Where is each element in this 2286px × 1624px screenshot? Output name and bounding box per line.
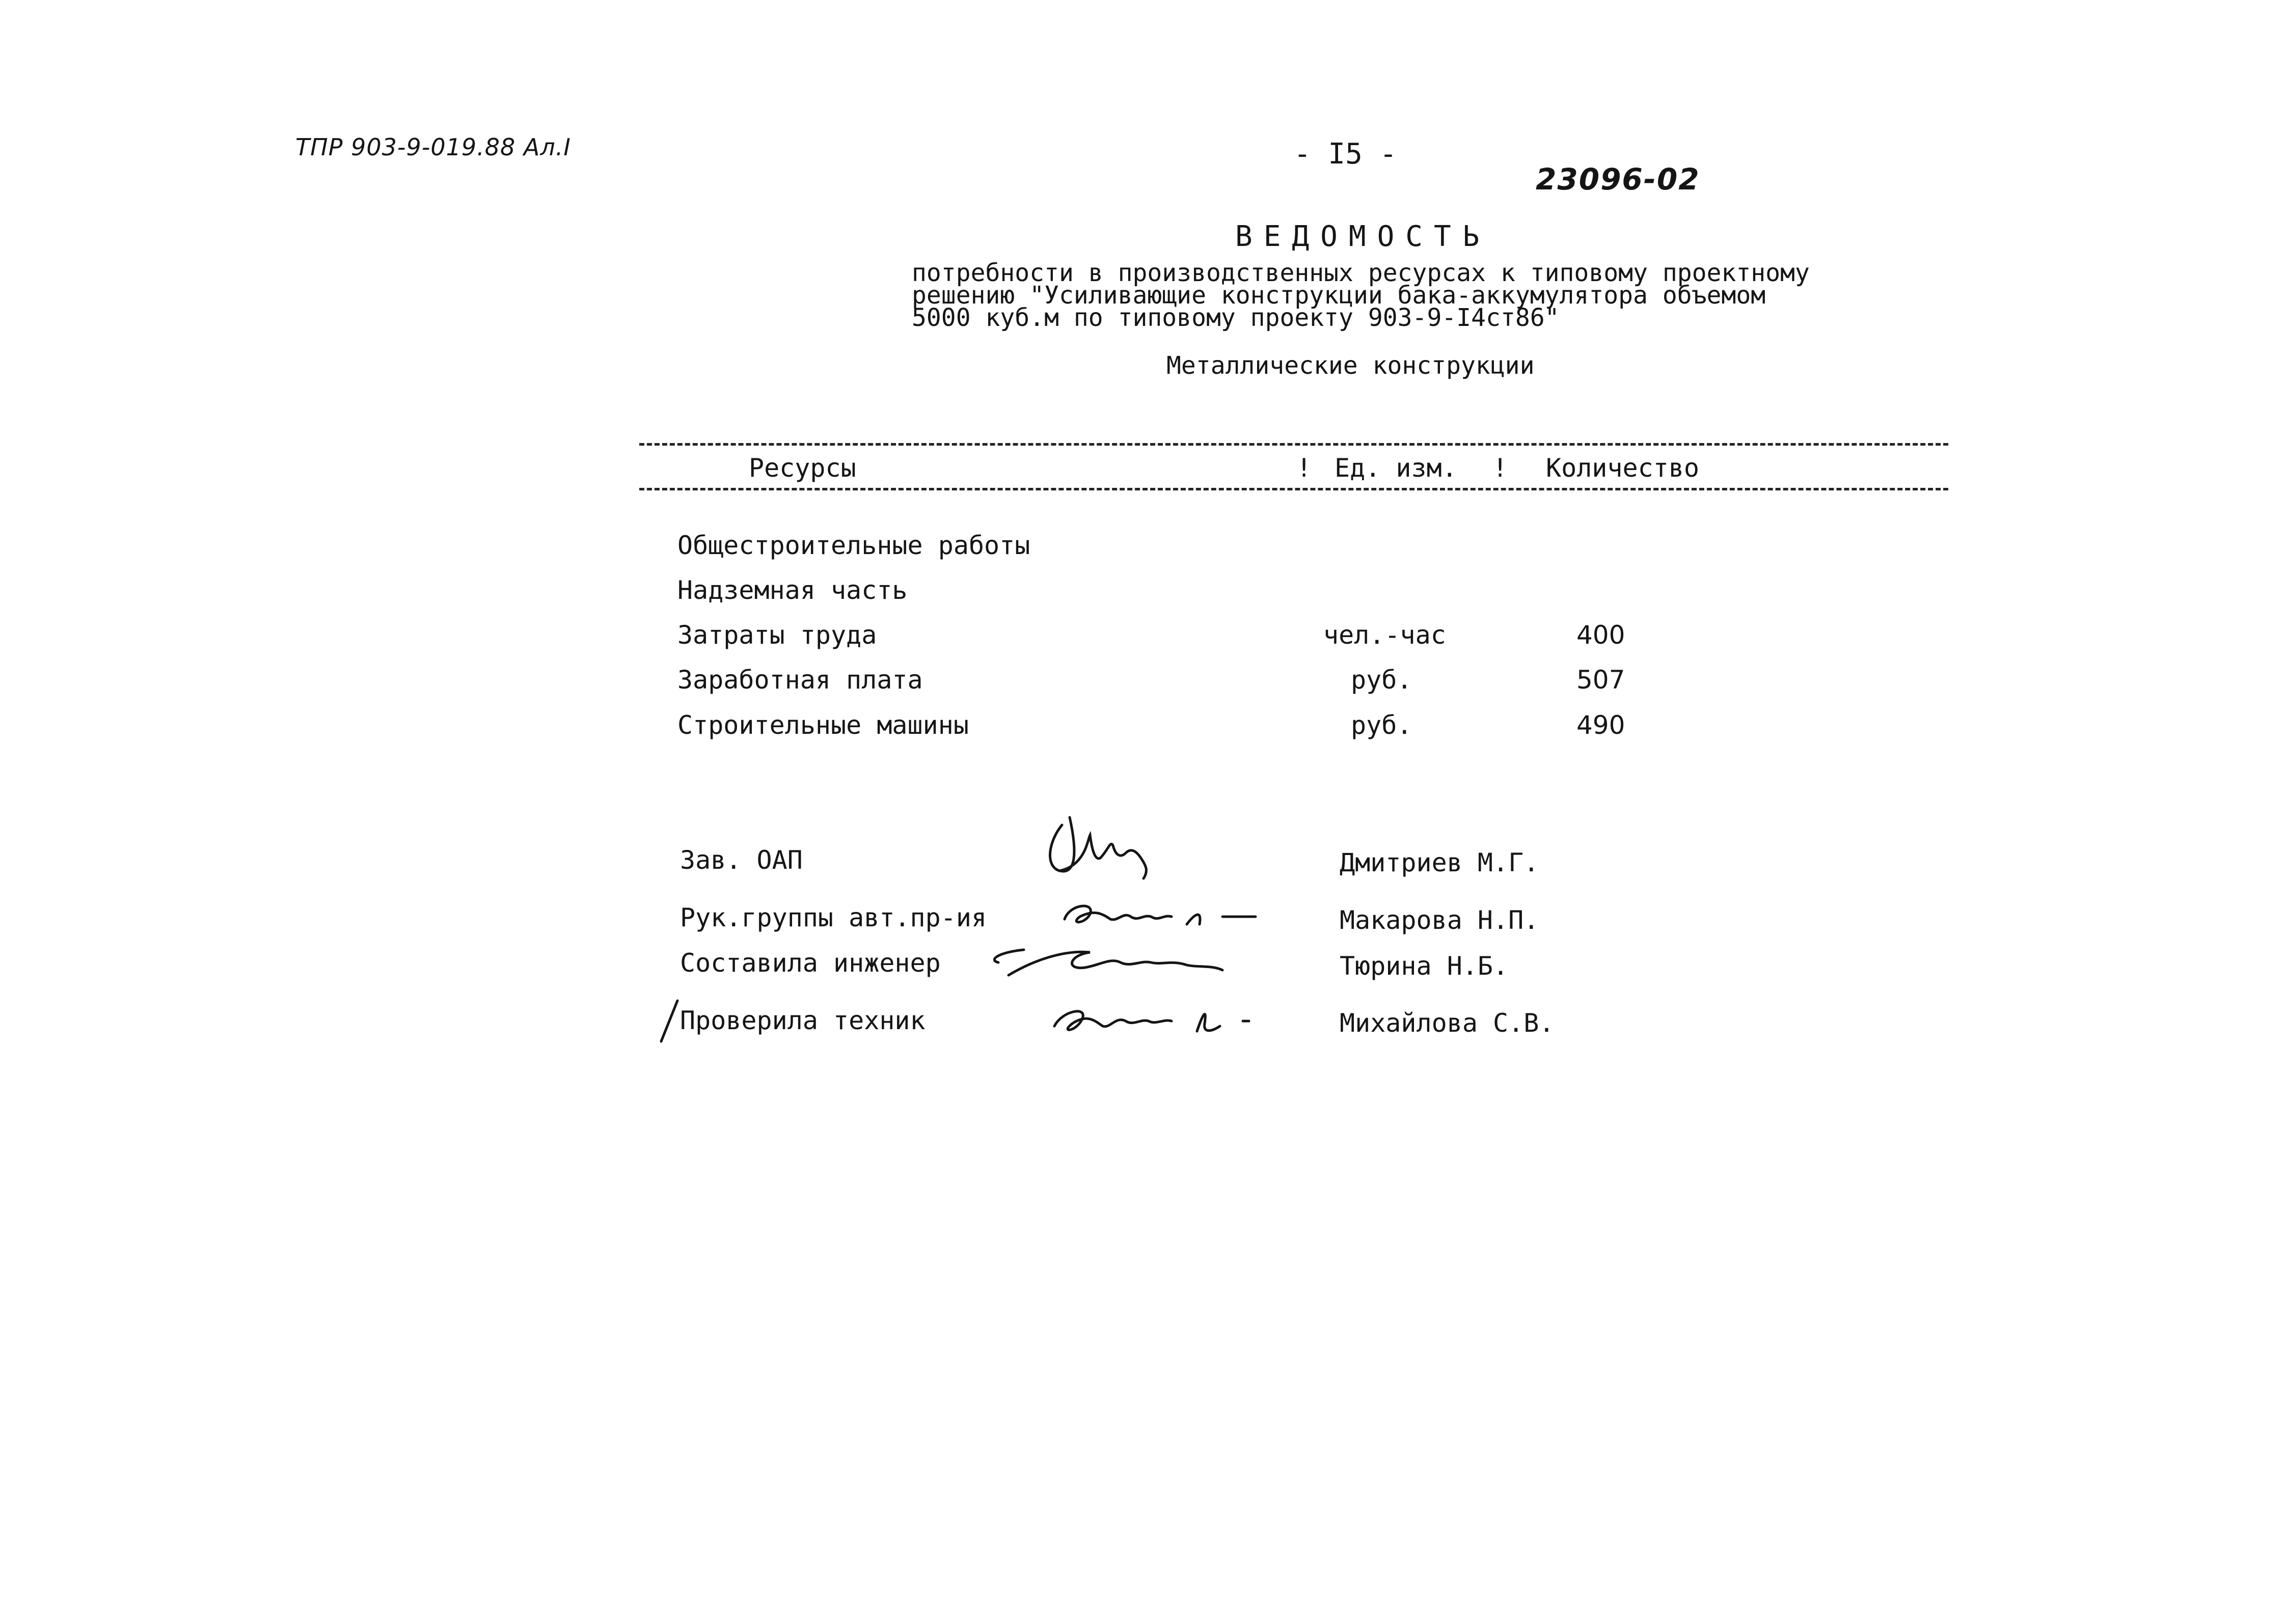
subtitle-line-2: решению "Усиливающие конструкции бака-аккумулятора объемом <box>912 281 1766 310</box>
table-cell-quantity: 400 <box>1576 620 1625 650</box>
table-header-rule <box>639 488 1948 490</box>
document-title: ВЕДОМОСТЬ <box>1235 220 1491 253</box>
signature-role: Составила инженер <box>680 948 941 978</box>
signature-mark <box>1044 996 1278 1047</box>
table-cell-quantity: 490 <box>1576 710 1625 740</box>
table-top-rule <box>639 443 1948 446</box>
column-header-unit: Ед. изм. <box>1335 453 1457 483</box>
signatory-name: Тюрина Н.Б. <box>1340 951 1509 981</box>
column-separator: ! <box>1296 453 1312 483</box>
signatory-name: Дмитриев М.Г. <box>1340 848 1539 877</box>
section-title: Металлические конструкции <box>1166 351 1535 380</box>
table-row-label: Надземная часть <box>677 575 908 605</box>
signature-role: Рук.группы авт.пр-ия <box>680 903 987 932</box>
signature-role: Зав. ОАП <box>680 845 803 875</box>
signature-mark <box>983 940 1248 985</box>
document-code: ТПР 903-9-019.88 Ал.I <box>295 133 571 161</box>
subtitle-line-3: 5000 куб.м по типовому проекту 903-9-I4ст86" <box>912 304 1560 332</box>
signatory-name: Михайлова С.В. <box>1340 1008 1555 1038</box>
signature-mark <box>1039 810 1161 886</box>
table-cell-quantity: 507 <box>1576 665 1625 695</box>
table-cell-unit: чел.-час <box>1323 620 1446 650</box>
column-header-quantity: Количество <box>1546 453 1700 483</box>
archive-number: 23096-02 <box>1536 162 1700 197</box>
table-row-label: Затраты труда <box>677 620 877 650</box>
signatory-name: Макарова Н.П. <box>1340 905 1539 935</box>
slash-mark <box>657 998 683 1044</box>
table-row-label: Заработная плата <box>677 665 923 695</box>
table-row-label: Общестроительные работы <box>677 531 1030 560</box>
column-header-resources: Ресурсы <box>749 453 856 483</box>
page-number: - I5 - <box>1294 137 1397 171</box>
table-cell-unit: руб. <box>1351 665 1412 695</box>
signature-mark <box>1054 894 1268 934</box>
subtitle-line-1: потребности в производственных ресурсах к типовому проектному <box>912 259 1810 287</box>
signature-role: Проверила техник <box>680 1006 926 1035</box>
table-row-label: Строительные машины <box>677 710 969 740</box>
table-cell-unit: руб. <box>1351 710 1412 740</box>
column-separator: ! <box>1492 453 1508 483</box>
